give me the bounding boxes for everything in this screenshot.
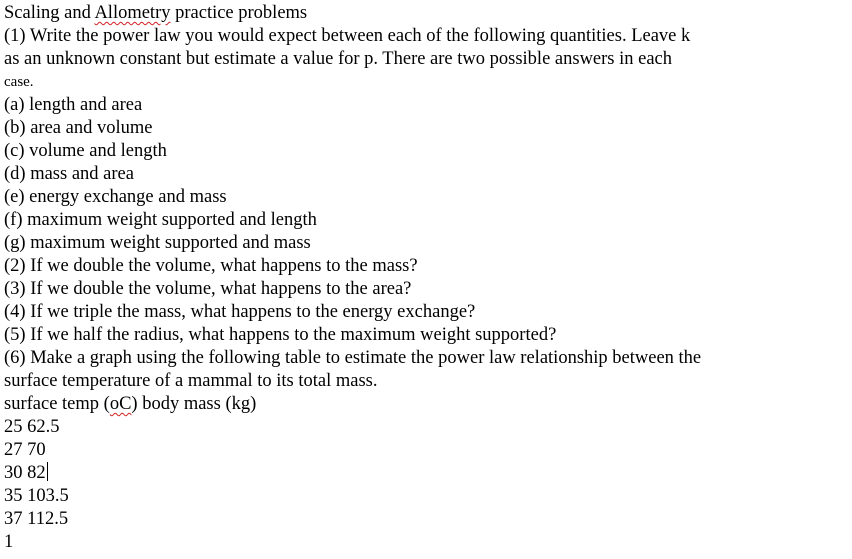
question-6-line-2: surface temperature of a mammal to its total mass. (4, 371, 378, 391)
question-1-item-g: (g) maximum weight supported and mass (4, 233, 311, 253)
question-1-item-f: (f) maximum weight supported and length (4, 210, 317, 230)
table-row: 35 103.5 (4, 486, 69, 506)
table-header-suffix: ) body mass (kg) (131, 394, 257, 414)
table-row: 25 62.5 (4, 417, 60, 437)
table-header (4, 393, 844, 416)
document-title (4, 2, 844, 25)
text-cursor (47, 462, 48, 481)
question-1-item-c: (c) volume and length (4, 141, 167, 161)
question-3: (3) If we double the volume, what happens to the area? (4, 279, 412, 299)
question-6-line-1: (6) Make a graph using the following table to estimate the power law relationship between the (4, 348, 702, 368)
table-row-text: 30 82 (4, 463, 46, 483)
question-4: (4) If we triple the mass, what happens to the energy exchange? (4, 302, 476, 322)
question-1-line-2: as an unknown constant but estimate a value for p. There are two possible answers in each (4, 49, 673, 69)
question-1-line-1: (1) Write the power law you would expect between each of the following quantities. Leave k (4, 26, 691, 46)
title-prefix: Scaling and (4, 3, 95, 23)
question-1-item-b: (b) area and volume (4, 118, 153, 138)
question-2: (2) If we double the volume, what happens to the mass? (4, 256, 418, 276)
table-row: 37 112.5 (4, 509, 69, 529)
question-1-item-e: (e) energy exchange and mass (4, 187, 227, 207)
document-body[interactable] (4, 2, 844, 554)
title-suffix: practice problems (170, 3, 308, 23)
trailing-line: 1 (4, 532, 14, 552)
question-5: (5) If we half the radius, what happens to the maximum weight supported? (4, 325, 557, 345)
question-1-item-d: (d) mass and area (4, 164, 134, 184)
spellcheck-flagged-unit[interactable]: oC (109, 394, 132, 414)
question-1-item-a: (a) length and area (4, 95, 143, 115)
table-row (4, 462, 844, 485)
table-row: 27 70 (4, 440, 46, 460)
question-1-line-3: case. (4, 74, 34, 90)
spellcheck-flagged-word[interactable]: Allometry (94, 3, 171, 23)
table-header-prefix: surface temp ( (4, 394, 110, 414)
